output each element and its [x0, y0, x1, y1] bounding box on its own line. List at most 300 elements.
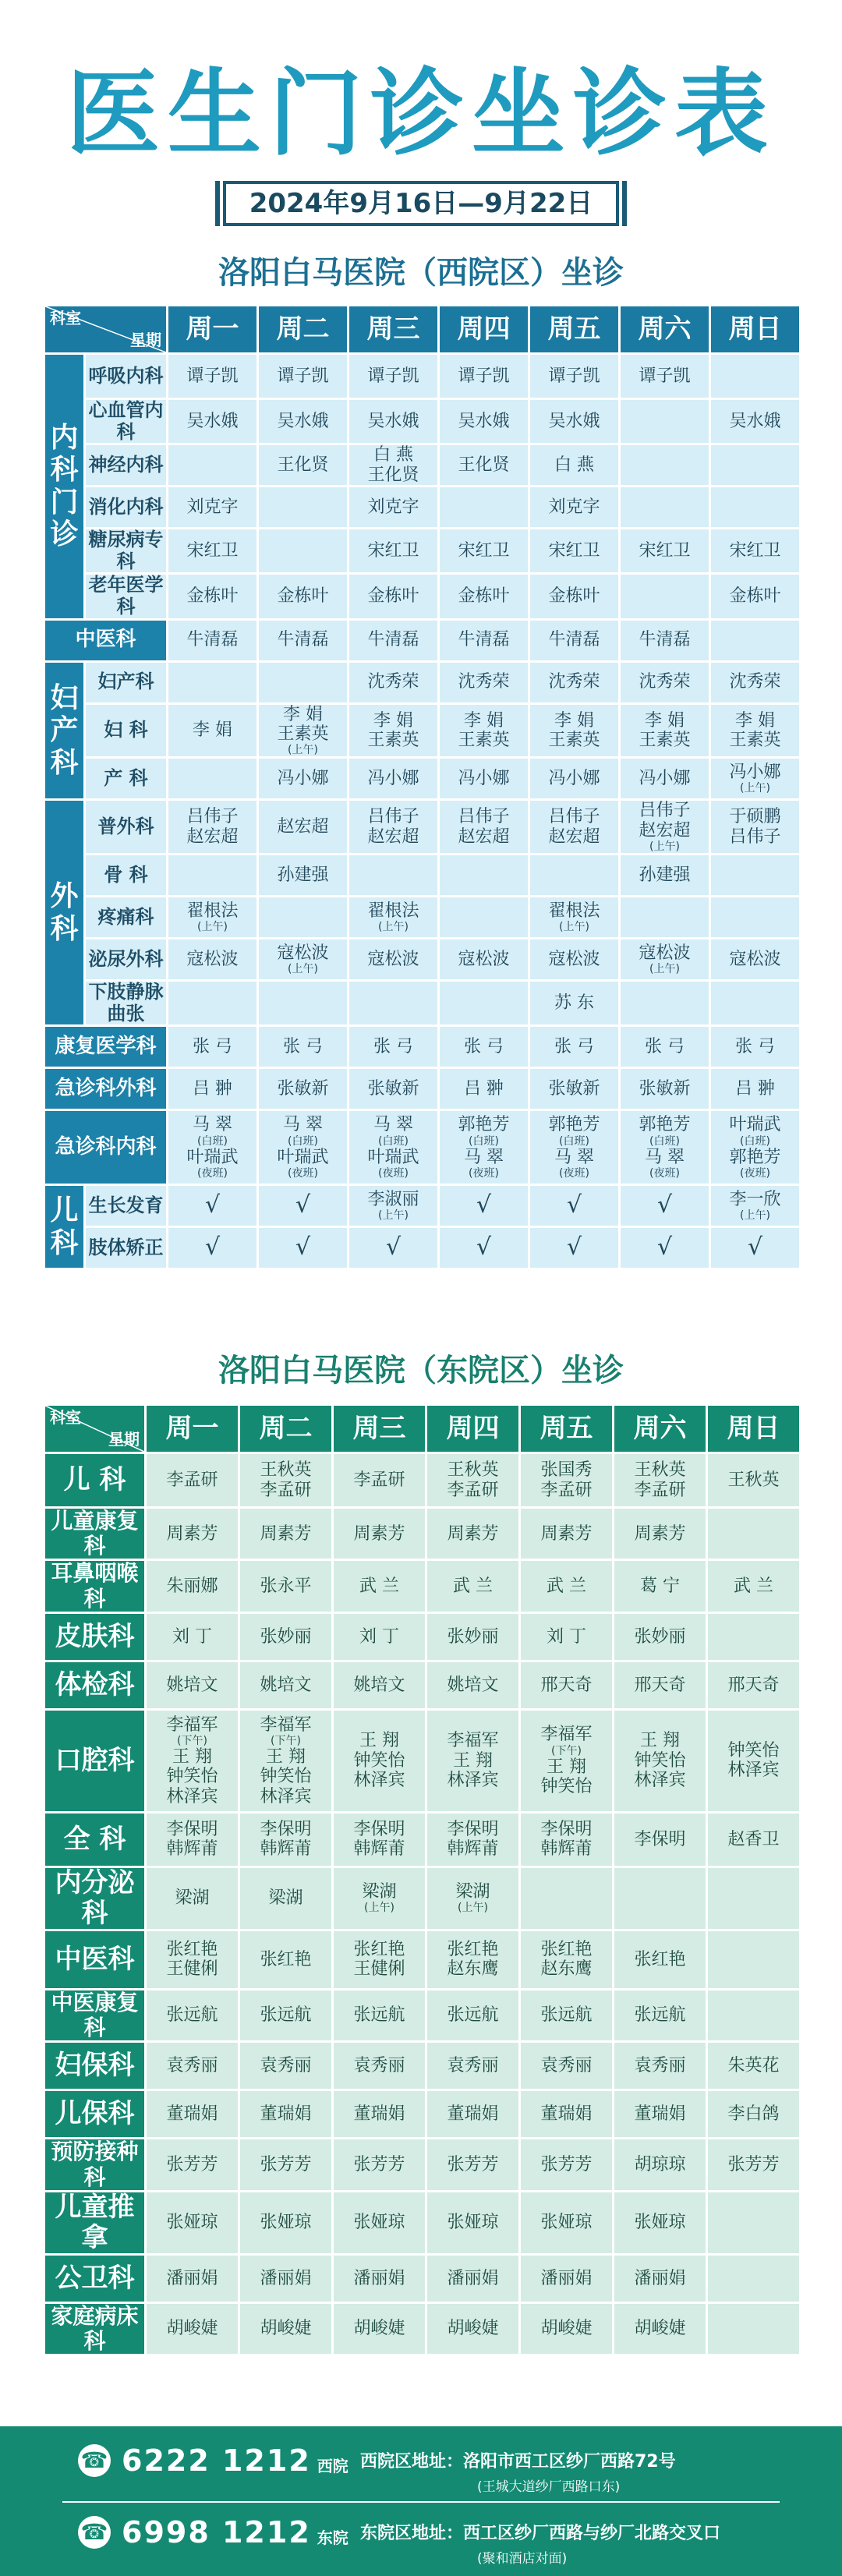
- doctor-name: 胡峻婕: [540, 2319, 593, 2339]
- doctor-name: 白 燕: [373, 445, 413, 465]
- schedule-cell: [258, 980, 348, 1025]
- schedule-cell: [348, 354, 439, 399]
- group-waike: [44, 800, 85, 1026]
- schedule-cell: [239, 1560, 333, 1612]
- doctor-name: 董瑞娟: [260, 2104, 312, 2125]
- shift-note: (上午): [740, 1209, 770, 1223]
- day-header-5: 周五: [520, 1405, 614, 1453]
- schedule-cell: [426, 2191, 520, 2254]
- subdept-4: 糖尿病专科: [85, 529, 168, 574]
- doctor-name: 李 娟: [645, 710, 685, 731]
- doctor-name: 林泽宾: [166, 1786, 218, 1806]
- schedule-cell: [426, 1453, 520, 1508]
- schedule-cell: [168, 1185, 258, 1227]
- schedule-cell: [333, 1812, 426, 1867]
- schedule-cell: [710, 938, 801, 980]
- schedule-cell: [168, 574, 258, 619]
- doctor-name: 李白鸽: [727, 2104, 780, 2125]
- doctor-name: 张国秀: [540, 1460, 593, 1481]
- schedule-cell: [614, 1612, 707, 1661]
- doctor-name: 赵宏超: [548, 826, 600, 847]
- doctor-name: 马 翠: [554, 1147, 594, 1167]
- date-range: 2024年9月16日—9月22日: [223, 181, 619, 226]
- doctor-name: 马 翠: [283, 1115, 323, 1135]
- schedule-cell: [426, 1661, 520, 1709]
- schedule-cell: [529, 399, 620, 444]
- doctor-name: 张 弓: [193, 1036, 232, 1056]
- doctor-name: 吕伟子: [548, 807, 600, 827]
- doctor-name: 袁秀丽: [166, 2056, 218, 2076]
- schedule-cell: [333, 1989, 426, 2041]
- doctor-name: 寇松波: [548, 949, 600, 969]
- schedule-cell: [710, 980, 801, 1025]
- doctor-name: 潘丽娟: [166, 2268, 218, 2288]
- group-char: 诊: [50, 518, 79, 551]
- subdept-11: 骨 科: [85, 854, 168, 896]
- schedule-cell: [239, 2139, 333, 2191]
- west-phone-number: 6222 1212: [122, 2443, 311, 2478]
- schedule-cell: [520, 1989, 614, 2041]
- shift-note: (上午): [378, 921, 409, 934]
- doctor-name: 钟笑怡: [634, 1750, 686, 1771]
- doctor-name: 张芳芳: [727, 2154, 780, 2174]
- table-row: [44, 1612, 801, 1661]
- schedule-cell: [529, 574, 620, 619]
- schedule-cell: [707, 1508, 801, 1560]
- subdept-1: 心血管内科: [85, 399, 168, 444]
- doctor-name: 胡峻婕: [634, 2319, 686, 2339]
- doctor-name: 潘丽娟: [260, 2268, 312, 2288]
- schedule-cell: [710, 1227, 801, 1269]
- schedule-cell: [710, 619, 801, 661]
- day-header-6: 周六: [620, 306, 710, 354]
- doctor-name: 张远航: [447, 2005, 499, 2026]
- doctor-name: 林泽宾: [353, 1770, 405, 1790]
- doctor-name: 谭子凯: [458, 366, 510, 386]
- schedule-cell: [258, 354, 348, 399]
- dept-3: 皮肤科: [44, 1612, 146, 1661]
- doctor-name: 张娅琼: [353, 2213, 405, 2233]
- schedule-cell: [348, 529, 439, 574]
- doctor-name: 赵宏超: [367, 826, 419, 847]
- doctor-name: 王化贤: [367, 465, 419, 485]
- doctor-name: 张娅琼: [166, 2213, 218, 2233]
- doctor-name: 宋红卫: [729, 541, 781, 561]
- schedule-cell: [614, 2139, 707, 2191]
- doctor-name: 翟根法: [548, 901, 600, 921]
- schedule-cell: [529, 1110, 620, 1185]
- doctor-name: 李 娟: [283, 704, 323, 724]
- doctor-name: 刘 丁: [172, 1626, 212, 1647]
- schedule-cell: [146, 2191, 239, 2254]
- doctor-name: 牛清磊: [367, 630, 419, 650]
- schedule-cell: [258, 854, 348, 896]
- schedule-cell: [439, 1068, 529, 1110]
- doctor-name: 张芳芳: [353, 2154, 405, 2174]
- doctor-name: 梁湖: [175, 1888, 210, 1909]
- schedule-cell: [439, 354, 529, 399]
- doctor-name: 王化贤: [458, 455, 510, 476]
- schedule-cell: [239, 2254, 333, 2302]
- doctor-name: √: [656, 1191, 673, 1219]
- doctor-name: √: [566, 1191, 582, 1219]
- schedule-cell: [520, 1560, 614, 1612]
- schedule-cell: [348, 1026, 439, 1068]
- schedule-cell: [620, 354, 710, 399]
- doctor-name: 钟笑怡: [353, 1750, 405, 1771]
- subdept-9: 产 科: [85, 758, 168, 800]
- east-phone[interactable]: [78, 2515, 348, 2549]
- schedule-cell: [439, 854, 529, 896]
- east-header-row: [44, 1405, 801, 1453]
- doctor-name: 韩辉莆: [260, 1839, 312, 1859]
- doctor-name: 寇松波: [458, 949, 510, 969]
- doctor-name: 王素英: [639, 730, 691, 750]
- doctor-name: 林泽宾: [634, 1770, 686, 1790]
- doctor-name: 张敏新: [367, 1078, 419, 1099]
- doctor-name: 张敏新: [277, 1078, 329, 1099]
- doctor-name: 李一欣: [729, 1189, 781, 1209]
- schedule-cell: [520, 2254, 614, 2302]
- doctor-name: 牛清磊: [458, 630, 510, 650]
- doctor-name: 沈秀荣: [548, 672, 600, 692]
- doctor-name: 葛 宁: [640, 1576, 680, 1596]
- dept-2: 耳鼻咽喉科: [44, 1560, 146, 1612]
- shift-note: (夜班): [288, 1166, 318, 1180]
- schedule-cell: [258, 487, 348, 529]
- doctor-name: 冯小娜: [458, 769, 510, 789]
- shift-note: (夜班): [197, 1166, 228, 1180]
- subdept-5: 老年医学科: [85, 574, 168, 619]
- group-char: 内: [50, 422, 79, 454]
- schedule-cell: [426, 1709, 520, 1812]
- table-row: [44, 800, 801, 855]
- table-row: [44, 1068, 801, 1110]
- doctor-name: 王健俐: [353, 1959, 405, 1980]
- subdept-10: 普外科: [85, 800, 168, 855]
- doctor-name: 钟笑怡: [540, 1776, 593, 1796]
- table-row: [44, 1110, 801, 1185]
- doctor-name: 张娅琼: [447, 2213, 499, 2233]
- schedule-cell: [258, 1110, 348, 1185]
- subdept-13: 泌尿外科: [85, 938, 168, 980]
- doctor-name: √: [295, 1233, 311, 1261]
- doctor-name: 钟笑怡: [260, 1767, 312, 1787]
- doctor-name: 王素英: [548, 730, 600, 750]
- table-row: [44, 619, 801, 661]
- schedule-cell: [707, 1930, 801, 1989]
- doctor-name: 李 娟: [735, 710, 775, 731]
- shift-note: (下午): [177, 1734, 207, 1747]
- doctor-name: 朱丽娜: [166, 1576, 218, 1596]
- schedule-cell: [258, 574, 348, 619]
- schedule-cell: [707, 1812, 801, 1867]
- doctor-name: 沈秀荣: [639, 672, 691, 692]
- doctor-name: 李保明: [447, 1819, 499, 1839]
- schedule-cell: [146, 1612, 239, 1661]
- doctor-name: 王秋英: [260, 1460, 312, 1481]
- doctor-name: 叶瑞武: [277, 1147, 329, 1167]
- shift-note: (上午): [559, 921, 589, 934]
- schedule-cell: [620, 938, 710, 980]
- doctor-name: 金栋叶: [277, 586, 329, 607]
- schedule-cell: [258, 444, 348, 487]
- doctor-name: 李福军: [260, 1714, 312, 1735]
- schedule-cell: [168, 896, 258, 938]
- schedule-cell: [146, 2254, 239, 2302]
- schedule-cell: [146, 1508, 239, 1560]
- schedule-cell: [333, 1612, 426, 1661]
- schedule-cell: [239, 1867, 333, 1930]
- schedule-cell: [239, 1989, 333, 2041]
- day-header-1: 周一: [168, 306, 258, 354]
- schedule-cell: [168, 800, 258, 855]
- doctor-name: 梁湖: [362, 1882, 397, 1902]
- doctor-name: 马 翠: [645, 1147, 685, 1167]
- doctor-name: 邢天奇: [634, 1675, 686, 1695]
- dept-15: 康复医学科: [44, 1026, 168, 1068]
- doctor-name: 张 弓: [464, 1036, 504, 1056]
- day-header-1: 周一: [146, 1405, 239, 1453]
- doctor-name: 郭艳芳: [458, 1115, 510, 1135]
- table-row: [44, 938, 801, 980]
- doctor-name: 张 弓: [283, 1036, 323, 1056]
- schedule-cell: [439, 529, 529, 574]
- schedule-cell: [620, 1227, 710, 1269]
- schedule-cell: [168, 980, 258, 1025]
- schedule-cell: [168, 444, 258, 487]
- schedule-cell: [614, 1867, 707, 1930]
- doctor-name: 袁秀丽: [540, 2056, 593, 2076]
- doctor-name: 李福军: [447, 1731, 499, 1751]
- schedule-cell: [439, 703, 529, 758]
- schedule-cell: [348, 487, 439, 529]
- dept-14: 公卫科: [44, 2254, 146, 2302]
- doctor-name: 沈秀荣: [729, 672, 781, 692]
- schedule-cell: [333, 2139, 426, 2191]
- doctor-name: 于硕鹏: [729, 807, 781, 827]
- shift-note: (白班): [469, 1134, 499, 1148]
- doctor-name: 苏 东: [554, 993, 594, 1013]
- schedule-cell: [529, 980, 620, 1025]
- schedule-cell: [239, 1930, 333, 1989]
- schedule-cell: [239, 1508, 333, 1560]
- schedule-cell: [707, 2302, 801, 2355]
- schedule-cell: [707, 1867, 801, 1930]
- doctor-name: 张永平: [260, 1576, 312, 1596]
- table-row: [44, 487, 801, 529]
- doctor-name: 谭子凯: [367, 366, 419, 386]
- schedule-cell: [620, 896, 710, 938]
- doctor-name: 谭子凯: [639, 366, 691, 386]
- doctor-name: 梁湖: [268, 1888, 303, 1909]
- schedule-cell: [146, 1709, 239, 1812]
- schedule-cell: [529, 1227, 620, 1269]
- schedule-cell: [529, 854, 620, 896]
- doctor-name: 李保明: [260, 1819, 312, 1839]
- doctor-name: 张 弓: [645, 1036, 685, 1056]
- shift-note: (白班): [288, 1134, 318, 1148]
- schedule-cell: [258, 938, 348, 980]
- shift-note: (上午): [740, 782, 770, 795]
- doctor-name: 张妙丽: [634, 1626, 686, 1647]
- schedule-cell: [614, 2042, 707, 2090]
- table-row: [44, 1508, 801, 1560]
- doctor-name: 寇松波: [277, 943, 329, 963]
- shift-note: (上午): [288, 963, 318, 976]
- doctor-name: 王秋英: [727, 1470, 780, 1490]
- doctor-name: 吕伟子: [367, 807, 419, 827]
- east-phone-label: 东院: [317, 2528, 348, 2547]
- schedule-cell: [520, 1661, 614, 1709]
- schedule-cell: [710, 758, 801, 800]
- doctor-name: 金栋叶: [367, 586, 419, 607]
- page-title: 医生门诊坐诊表: [66, 60, 776, 168]
- dept-11: 儿保科: [44, 2090, 146, 2139]
- table-row: [44, 1867, 801, 1930]
- schedule-cell: [710, 1068, 801, 1110]
- doctor-name: 李保明: [540, 1819, 593, 1839]
- schedule-cell: [258, 1068, 348, 1110]
- doctor-name: 叶瑞武: [729, 1115, 781, 1135]
- schedule-cell: [620, 661, 710, 703]
- doctor-name: 郭艳芳: [729, 1147, 781, 1167]
- schedule-cell: [146, 1661, 239, 1709]
- table-row: [44, 1560, 801, 1612]
- doctor-name: 牛清磊: [277, 630, 329, 650]
- dept-12: 预防接种科: [44, 2139, 146, 2191]
- schedule-cell: [333, 2090, 426, 2139]
- doctor-name: 金栋叶: [458, 586, 510, 607]
- schedule-cell: [710, 1185, 801, 1227]
- schedule-cell: [707, 2042, 801, 2090]
- schedule-cell: [426, 1612, 520, 1661]
- doctor-name: 胡峻婕: [260, 2319, 312, 2339]
- corner-day-label: 星期: [130, 331, 161, 349]
- schedule-cell: [710, 354, 801, 399]
- doctor-name: 董瑞娟: [447, 2104, 499, 2125]
- schedule-cell: [710, 1026, 801, 1068]
- schedule-cell: [426, 2254, 520, 2302]
- doctor-name: 赵宏超: [186, 826, 239, 847]
- doctor-name: 邢天奇: [540, 1675, 593, 1695]
- west-phone[interactable]: [78, 2443, 348, 2478]
- doctor-name: 李保明: [634, 1829, 686, 1849]
- doctor-name: 吴水娥: [277, 411, 329, 431]
- table-row: [44, 2302, 801, 2355]
- shift-note: (上午): [649, 840, 680, 853]
- east-address-text: 东院区地址：西工区纱厂西路与纱厂北路交叉口: [360, 2524, 721, 2543]
- schedule-cell: [146, 2090, 239, 2139]
- doctor-name: 冯小娜: [639, 769, 691, 789]
- schedule-cell: [426, 2090, 520, 2139]
- doctor-name: 冯小娜: [729, 763, 781, 783]
- shift-note: (上午): [458, 1902, 488, 1915]
- doctor-name: 董瑞娟: [166, 2104, 218, 2125]
- table-row: [44, 2090, 801, 2139]
- schedule-cell: [529, 619, 620, 661]
- schedule-cell: [348, 444, 439, 487]
- doctor-name: 武 兰: [359, 1576, 399, 1596]
- shift-note: (夜班): [469, 1166, 499, 1180]
- schedule-cell: [710, 529, 801, 574]
- schedule-cell: [710, 661, 801, 703]
- schedule-cell: [258, 1185, 348, 1227]
- east-address: [360, 2520, 797, 2567]
- doctor-name: 武 兰: [734, 1576, 773, 1596]
- schedule-cell: [439, 758, 529, 800]
- west-address-note: (王城大道纱厂西路口东): [477, 2479, 621, 2495]
- doctor-name: 王素英: [729, 730, 781, 750]
- schedule-cell: [707, 2090, 801, 2139]
- doctor-name: 韩辉莆: [353, 1839, 405, 1859]
- schedule-cell: [168, 758, 258, 800]
- schedule-cell: [348, 938, 439, 980]
- schedule-cell: [168, 1227, 258, 1269]
- schedule-cell: [620, 444, 710, 487]
- schedule-cell: [620, 1068, 710, 1110]
- group-fuchan: [44, 661, 85, 800]
- schedule-cell: [620, 399, 710, 444]
- schedule-cell: [146, 1560, 239, 1612]
- schedule-cell: [168, 487, 258, 529]
- doctor-name: 吕伟子: [729, 826, 781, 847]
- doctor-name: 王 翔: [266, 1747, 306, 1767]
- doctor-name: 李保明: [353, 1819, 405, 1839]
- phone-icon: ☎: [78, 2516, 111, 2549]
- doctor-name: 王 翔: [359, 1731, 399, 1751]
- doctor-name: 姚培文: [260, 1675, 312, 1695]
- doctor-name: 李淑丽: [367, 1189, 419, 1209]
- doctor-name: 张红艳: [353, 1940, 405, 1960]
- doctor-name: 孙建强: [277, 865, 329, 885]
- schedule-cell: [258, 1227, 348, 1269]
- schedule-cell: [620, 758, 710, 800]
- shift-note: (上午): [197, 921, 228, 934]
- doctor-name: 寇松波: [729, 949, 781, 969]
- schedule-cell: [348, 800, 439, 855]
- doctor-name: 吕 翀: [735, 1078, 775, 1099]
- schedule-cell: [239, 2191, 333, 2254]
- schedule-cell: [168, 399, 258, 444]
- doctor-name: 李保明: [166, 1819, 218, 1839]
- schedule-cell: [620, 619, 710, 661]
- schedule-cell: [426, 2302, 520, 2355]
- schedule-cell: [258, 529, 348, 574]
- doctor-name: 潘丽娟: [634, 2268, 686, 2288]
- doctor-name: 姚培文: [166, 1675, 218, 1695]
- phone-icon: ☎: [78, 2444, 111, 2477]
- doctor-name: 林泽宾: [727, 1760, 780, 1781]
- schedule-cell: [439, 444, 529, 487]
- west-phone-label: 西院: [317, 2456, 348, 2475]
- day-header-5: 周五: [529, 306, 620, 354]
- schedule-cell: [710, 703, 801, 758]
- east-address-note: (聚和酒店对面): [477, 2551, 568, 2567]
- doctor-name: 刘克字: [186, 497, 239, 518]
- doctor-name: 王素英: [458, 730, 510, 750]
- doctor-name: 谭子凯: [548, 366, 600, 386]
- schedule-cell: [146, 1453, 239, 1508]
- dept-6: 全 科: [44, 1812, 146, 1867]
- schedule-cell: [258, 800, 348, 855]
- east-schedule-table: [43, 1403, 801, 2356]
- doctor-name: 刘 丁: [547, 1626, 586, 1647]
- dept-16: 急诊科外科: [44, 1068, 168, 1110]
- doctor-name: 潘丽娟: [540, 2268, 593, 2288]
- schedule-cell: [439, 1110, 529, 1185]
- schedule-cell: [348, 619, 439, 661]
